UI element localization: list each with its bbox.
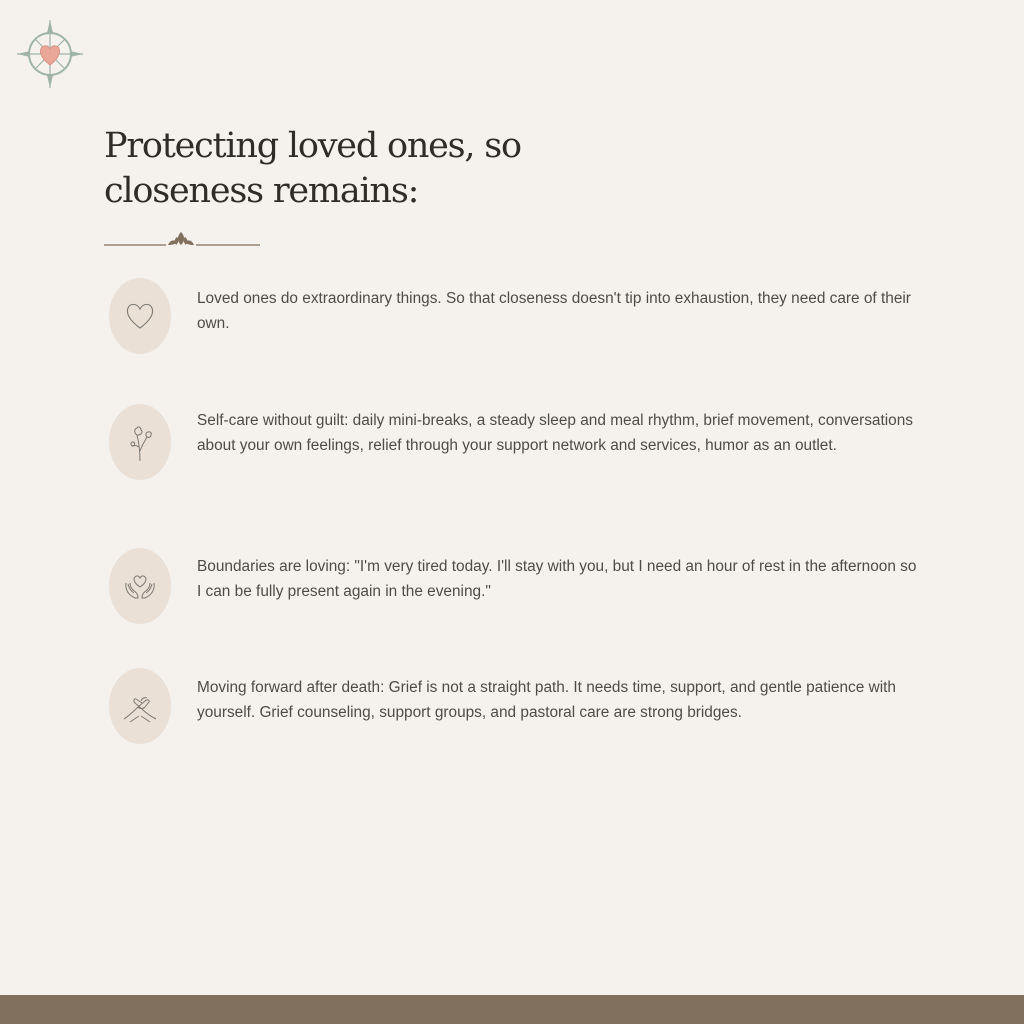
logo[interactable] (16, 18, 86, 90)
hands-holding-heart-icon (121, 565, 159, 607)
clasped-hands-icon (121, 685, 159, 727)
item-text: Moving forward after death: Grief is not a straight path. It needs time, support, and gentle patience with yourself. Grief counseling, support groups, and pastoral care are strong bridges. (197, 679, 896, 721)
item-icon-badge (109, 278, 171, 354)
page-title (104, 124, 564, 214)
title-divider (104, 230, 260, 250)
item-text: Loved ones do extraordinary things. So that closeness doesn't tip into exhaustion, they need care of their own. (197, 290, 911, 332)
flower-stem-icon (121, 421, 159, 463)
heart-outline-icon (121, 295, 159, 337)
item-icon-badge (109, 404, 171, 480)
item-text: Self-care without guilt: daily mini-breaks, a steady sleep and meal rhythm, brief movement, conversations about your own feelings, relief through your support network and services, humor as an outlet. (197, 412, 913, 454)
page-title-line-2: closeness remains: (104, 171, 419, 211)
item-icon-badge (109, 548, 171, 624)
footer-bar (0, 995, 1024, 1024)
item-icon-badge (109, 668, 171, 744)
item-text: Boundaries are loving: "I'm very tired today. I'll stay with you, but I need an hour of rest in the afternoon so I can be fully present again in the evening." (197, 558, 917, 600)
compass-heart-icon (16, 18, 86, 90)
page-title-line-1: Protecting loved ones, so (104, 126, 521, 166)
lotus-ornament-icon (104, 230, 260, 250)
